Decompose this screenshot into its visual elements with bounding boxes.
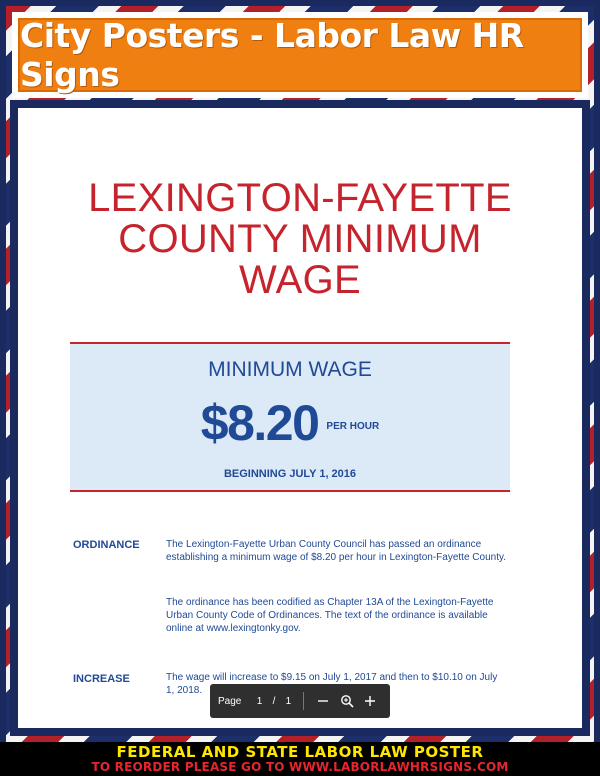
wage-heading: MINIMUM WAGE (208, 358, 372, 381)
plus-icon (364, 695, 376, 707)
poster-frame (10, 100, 590, 736)
page-label: Page (218, 695, 242, 707)
wage-amount-row (70, 394, 510, 452)
zoom-out-button[interactable] (311, 688, 335, 714)
footer-title: FEDERAL AND STATE LABOR LAW POSTER (116, 743, 484, 761)
wage-unit: PER HOUR (326, 420, 380, 432)
header-bar (18, 18, 582, 92)
section-paragraph: The Lexington-Fayette Urban County Council has passed an ordinance establishing a minimum wage of $8.20 per hour in Lexington-Fayette County. (166, 539, 507, 563)
section-label-increase: INCREASE (73, 673, 130, 685)
total-pages: 1 (285, 695, 292, 707)
minimum-wage-box (70, 342, 510, 492)
page-separator: / (272, 695, 276, 707)
header-title: City Posters - Labor Law HR Signs (20, 16, 524, 94)
footer-bar (0, 742, 600, 776)
section-paragraph: The wage will increase to $9.15 on July 1, 2017 and then to $10.10 on July 1, 2018. (166, 672, 498, 696)
zoom-button[interactable] (335, 688, 359, 714)
pdf-viewer-toolbar (210, 684, 390, 718)
wage-amount: $8.20 (200, 395, 319, 451)
poster-title (18, 178, 582, 301)
poster-document (18, 108, 582, 728)
minus-icon (317, 695, 329, 707)
footer-reorder-link[interactable]: TO REORDER PLEASE GO TO WWW.LABORLAWHRSIGNS.COM (91, 760, 509, 774)
zoom-in-button[interactable] (359, 688, 383, 714)
poster-title-line: COUNTY MINIMUM (118, 217, 482, 261)
poster-title-line: WAGE (239, 258, 361, 302)
header-banner (12, 12, 588, 98)
section-label-ordinance: ORDINANCE (73, 539, 140, 551)
toolbar-divider (303, 692, 304, 710)
current-page-input[interactable]: 1 (256, 695, 263, 707)
wage-effective-date: BEGINNING JULY 1, 2016 (223, 468, 357, 480)
section-paragraph: The ordinance has been codified as Chapter 13A of the Lexington-Fayette Urban County Code of Ordinances. The text of the ordinance is available online at www.lexingtonky.gov. (166, 597, 494, 634)
magnifier-icon (340, 694, 354, 708)
poster-title-line: LEXINGTON-FAYETTE (88, 176, 512, 220)
